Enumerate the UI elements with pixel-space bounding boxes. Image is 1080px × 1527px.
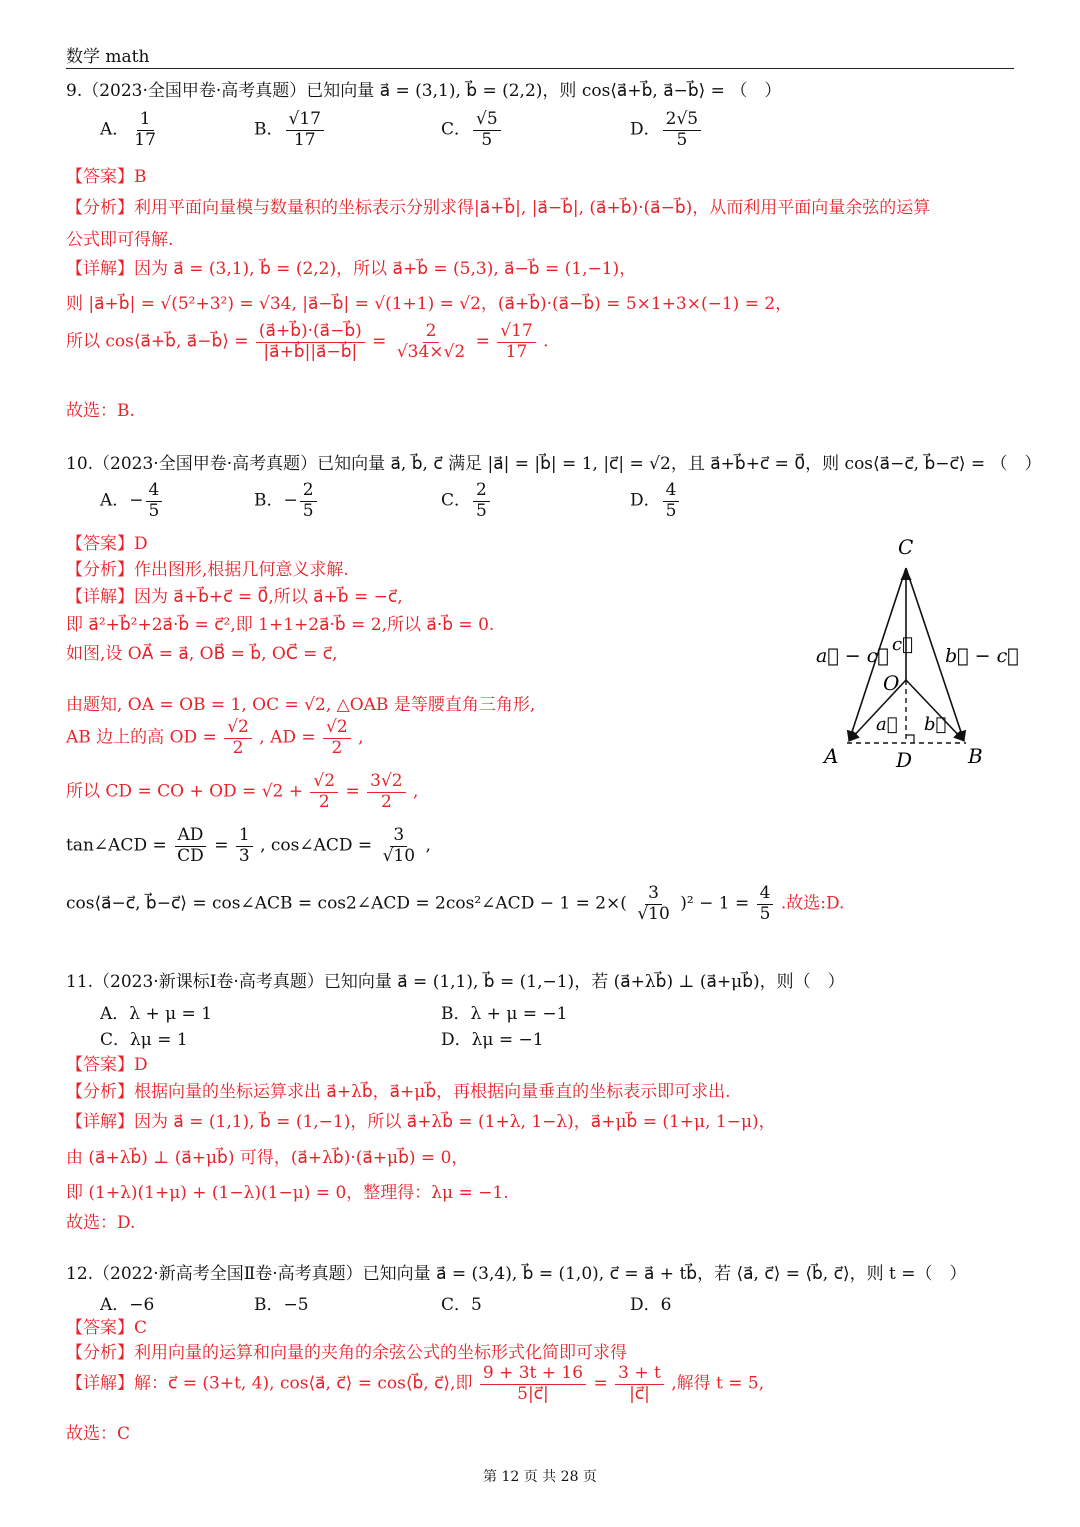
q12-detail [66, 1364, 764, 1404]
q10-option-c-fraction [473, 481, 490, 521]
frac-den: 5 [676, 129, 688, 150]
q11-detail-line1: 【详解】因为 a⃗ = (1,1), b⃗ = (1,−1)，所以 a⃗+λb⃗ = (1+λ, 1−λ)，a⃗+μb⃗ = (1+μ, 1−μ)， [66, 1112, 776, 1132]
q9-detail3-prefix: 所以 cos⟨a⃗+b⃗, a⃗−b⃗⟩ = [66, 331, 249, 352]
right-angle-mark [906, 735, 914, 743]
frac-num: 1 [236, 826, 253, 847]
q10-detail5-prefix: AB 边上的高 OD = [66, 727, 217, 748]
q12-option-b: B．−5 [254, 1295, 309, 1315]
frac-den: 5 [665, 500, 677, 521]
q9-option-b-fraction [286, 110, 324, 150]
q9-option-c-label: C． [441, 119, 472, 140]
frac-num: 4 [757, 884, 774, 905]
frac-den: 3 [238, 845, 250, 866]
q10-detail7-prefix: tan∠ACD = [66, 835, 167, 856]
q10-detail-line1: 【详解】因为 a⃗+b⃗+c⃗ = 0⃗,所以 a⃗+b⃗ = −c⃗, [66, 587, 403, 607]
q10-analysis: 【分析】作出图形,根据几何意义求解. [66, 560, 349, 580]
q10-detail5-mid: , AD = [259, 727, 316, 748]
label-vector-a: a⃗ [876, 714, 898, 735]
q12-detail-mid: = [593, 1373, 608, 1394]
frac-den: |c⃗| [629, 1383, 650, 1404]
label-vector-a-minus-c: a⃗ − c⃗ [816, 645, 889, 667]
q9-choose: 故选：B. [66, 401, 135, 421]
q12-analysis: 【分析】利用向量的运算和向量的夹角的余弦公式的坐标形式化简即可求得 [66, 1343, 627, 1363]
q10-detail-line3: 如图,设 OA⃗ = a⃗, OB⃗ = b⃗, OC⃗ = c⃗, [66, 644, 338, 664]
q10-detail6-prefix: 所以 CD = CO + OD = √2 + [66, 781, 304, 802]
period: . [543, 331, 549, 352]
frac-num: 3√2 [367, 772, 405, 793]
q9-detail-line3 [66, 322, 549, 362]
frac-num: √5 [473, 110, 501, 131]
frac-num: 4 [663, 481, 680, 502]
q9-option-c-fraction [473, 110, 501, 150]
q10-detail6-end: , [413, 781, 419, 802]
q9-detail3-fraction-2 [394, 322, 468, 362]
q9-answer: 【答案】B [66, 167, 147, 187]
frac-num: 2√5 [663, 110, 701, 131]
frac-num: 2 [300, 481, 317, 502]
q10-detail7-mid2: , cos∠ACD = [260, 835, 373, 856]
q9-option-a [100, 110, 161, 150]
q9-option-d [630, 110, 703, 150]
q10-detail-line6 [66, 772, 418, 812]
q11-option-d: D．λμ = −1 [441, 1030, 544, 1050]
q10-detail-line4: 由题知, OA = OB = 1, OC = √2, △OAB 是等腰直角三角形, [66, 695, 536, 715]
frac-num: √17 [497, 322, 535, 343]
q10-option-d-label: D． [630, 490, 661, 511]
frac-num: 1 [137, 110, 154, 131]
q9-detail3-fraction-3 [497, 322, 535, 362]
q9-option-c [441, 110, 503, 150]
frac-den: 17 [134, 129, 156, 150]
q11-analysis: 【分析】根据向量的坐标运算求出 a⃗+λb⃗，a⃗+μb⃗，再根据向量垂直的坐标表示即可求出. [66, 1082, 731, 1102]
q10-detail-line5 [66, 718, 364, 758]
q10-option-d [630, 481, 681, 521]
frac-num: √2 [323, 718, 351, 739]
q10-detail7-fraction-2 [236, 826, 253, 866]
q10-detail8-prefix: cos⟨a⃗−c⃗, b⃗−c⃗⟩ = cos∠ACB = cos2∠ACD = 2cos²∠ACD − 1 = 2×( [66, 893, 627, 914]
q11-detail-line2: 由 (a⃗+λb⃗) ⊥ (a⃗+μb⃗) 可得，(a⃗+λb⃗)·(a⃗+μb⃗) = 0， [66, 1148, 469, 1168]
q10-detail8-fraction-2 [757, 884, 774, 924]
frac-num: √17 [286, 110, 324, 131]
q9-option-d-fraction [663, 110, 701, 150]
q10-detail7-fraction-3 [380, 826, 418, 866]
q10-answer: 【答案】D [66, 534, 148, 554]
equals-sign: = [475, 331, 490, 352]
label-o: O [883, 671, 900, 695]
minus-sign: − [129, 490, 144, 511]
frac-num: AD [175, 826, 207, 847]
q11-option-c: C．λμ = 1 [100, 1030, 188, 1050]
q9-option-a-label: A． [100, 119, 130, 140]
q9-option-a-fraction [131, 110, 159, 150]
page-header-title: 数学 math [66, 47, 150, 67]
frac-den: 17 [505, 341, 528, 362]
frac-den: 5|c⃗| [517, 1383, 549, 1404]
q11-answer: 【答案】D [66, 1055, 148, 1075]
label-vector-b: b⃗ [924, 714, 947, 735]
q12-choose: 故选：C [66, 1424, 131, 1444]
q10-option-d-fraction [663, 481, 680, 521]
label-d: D [896, 748, 913, 772]
q9-option-d-label: D． [630, 119, 661, 140]
q10-detail7-fraction-1 [174, 826, 207, 866]
header-rule [66, 68, 1014, 69]
q11-choose: 故选：D. [66, 1213, 136, 1233]
q10-detail8-mid: )² − 1 = [680, 893, 750, 914]
frac-den: √10 [382, 845, 416, 866]
q10-detail5-fraction-1 [224, 718, 252, 758]
frac-num: 3 [645, 884, 662, 905]
q10-detail8-end: .故选:D. [780, 893, 845, 914]
q12-option-d: D．6 [630, 1295, 672, 1315]
q10-detail-line7 [66, 826, 431, 866]
q12-detail-fraction-2 [615, 1364, 664, 1404]
q10-option-a-label: A． [100, 490, 130, 511]
frac-den: 2 [380, 791, 392, 812]
q10-option-b-label: B． [254, 490, 284, 511]
frac-num: 2 [473, 481, 490, 502]
equals-sign: = [372, 331, 387, 352]
q10-detail5-fraction-2 [323, 718, 351, 758]
frac-num: 9 + 3t + 16 [480, 1364, 586, 1385]
label-c: C [898, 535, 914, 559]
frac-den: 17 [293, 129, 316, 150]
label-vector-b-minus-c: b⃗ − c⃗ [945, 645, 1019, 667]
frac-den: √34×√2 [396, 341, 466, 362]
q11-detail-line3: 即 (1+λ)(1+μ) + (1−λ)(1−μ) = 0，整理得：λμ = −1. [66, 1183, 509, 1203]
q9-detail3-fraction-1 [256, 322, 365, 362]
page-footer: 第 12 页 共 28 页 [483, 1469, 597, 1485]
frac-den: 5 [148, 500, 160, 521]
q12-stem: 12.（2022·新高考全国Ⅱ卷·高考真题）已知向量 a⃗ = (3,4), b⃗ = (1,0), c⃗ = a⃗ + tb⃗，若 ⟨a⃗, c⃗⟩ = ⟨b⃗, c⃗⟩，则 t =（ ） [66, 1264, 967, 1284]
q12-option-c: C．5 [441, 1295, 482, 1315]
q10-option-c [441, 481, 492, 521]
frac-den: 5 [481, 129, 493, 150]
frac-num: 3 + t [615, 1364, 664, 1385]
label-vector-c: c⃗ [892, 634, 913, 655]
label-b: B [968, 744, 983, 768]
frac-den: 2 [331, 737, 343, 758]
q9-option-b [254, 110, 326, 150]
q9-option-b-label: B． [254, 119, 284, 140]
frac-num: √2 [310, 772, 338, 793]
q11-option-b: B．λ + μ = −1 [441, 1004, 568, 1024]
q11-option-a: A．λ + μ = 1 [100, 1004, 213, 1024]
q10-option-b-fraction [300, 481, 317, 521]
q10-detail7-end: , [425, 835, 431, 856]
frac-den: √10 [637, 903, 670, 924]
frac-den: |a⃗+b⃗||a⃗−b⃗| [263, 341, 358, 362]
frac-den: 2 [232, 737, 244, 758]
frac-den: CD [177, 845, 204, 866]
frac-num: √2 [224, 718, 252, 739]
frac-den: 5 [302, 500, 314, 521]
frac-den: 5 [759, 903, 771, 924]
frac-num: 3 [390, 826, 407, 847]
q9-analysis-line1: 【分析】利用平面向量模与数量积的坐标表示分别求得|a⃗+b⃗|, |a⃗−b⃗|, (a⃗+b⃗)·(a⃗−b⃗)，从而利用平面向量余弦的运算 [66, 198, 931, 218]
q12-detail-end: ,解得 t = 5, [671, 1373, 765, 1394]
q12-detail-fraction-1 [480, 1364, 586, 1404]
label-a: A [824, 744, 839, 768]
q10-option-c-label: C． [441, 490, 472, 511]
q10-option-b [254, 481, 319, 521]
q10-detail6-fraction-1 [310, 772, 338, 812]
q12-option-a: A．−6 [100, 1295, 155, 1315]
q10-option-a [100, 481, 164, 521]
q12-answer: 【答案】C [66, 1318, 148, 1338]
frac-num: 4 [146, 481, 163, 502]
q10-stem: 10.（2023·全国甲卷·高考真题）已知向量 a⃗, b⃗, c⃗ 满足 |a⃗| = |b⃗| = 1, |c⃗| = √2，且 a⃗+b⃗+c⃗ = 0⃗，则 cos⟨a⃗−c⃗, b⃗−c⃗⟩ = （ ） [66, 454, 1042, 474]
q9-analysis-line2: 公式即可得解. [66, 230, 174, 250]
q11-stem: 11.（2023·新课标Ⅰ卷·高考真题）已知向量 a⃗ = (1,1), b⃗ = (1,−1)，若 (a⃗+λb⃗) ⊥ (a⃗+μb⃗)，则（ ） [66, 972, 845, 992]
minus-sign: − [283, 490, 298, 511]
q10-detail8-fraction-1 [634, 884, 672, 924]
q12-detail-prefix: 【详解】解：c⃗ = (3+t, 4), cos⟨a⃗, c⃗⟩ = cos⟨b⃗, c⃗⟩,即 [66, 1373, 473, 1394]
q9-detail-line1: 【详解】因为 a⃗ = (3,1), b⃗ = (2,2)，所以 a⃗+b⃗ = (5,3), a⃗−b⃗ = (1,−1)， [66, 259, 637, 279]
q9-detail-line2: 则 |a⃗+b⃗| = √(5²+3²) = √34, |a⃗−b⃗| = √(1+1) = √2，(a⃗+b⃗)·(a⃗−b⃗) = 5×1+3×(−1) = 2， [66, 294, 793, 314]
q10-detail7-mid1: = [214, 835, 229, 856]
q10-vector-figure [800, 530, 1030, 780]
frac-den: 5 [476, 500, 487, 521]
q10-detail5-end: , [358, 727, 364, 748]
q10-detail-line8 [66, 884, 844, 924]
q10-detail-line2: 即 a⃗²+b⃗²+2a⃗·b⃗ = c⃗²,即 1+1+2a⃗·b⃗ = 2,所以 a⃗·b⃗ = 0. [66, 615, 495, 635]
q10-detail6-fraction-2 [367, 772, 405, 812]
q9-stem: 9.（2023·全国甲卷·高考真题）已知向量 a⃗ = (3,1), b⃗ = (2,2)，则 cos⟨a⃗+b⃗, a⃗−b⃗⟩ = （ ） [66, 81, 782, 101]
frac-den: 2 [318, 791, 330, 812]
frac-num: (a⃗+b⃗)·(a⃗−b⃗) [256, 322, 365, 343]
q10-detail6-mid: = [345, 781, 360, 802]
frac-num: 2 [423, 322, 440, 343]
q10-option-a-fraction [146, 481, 163, 521]
